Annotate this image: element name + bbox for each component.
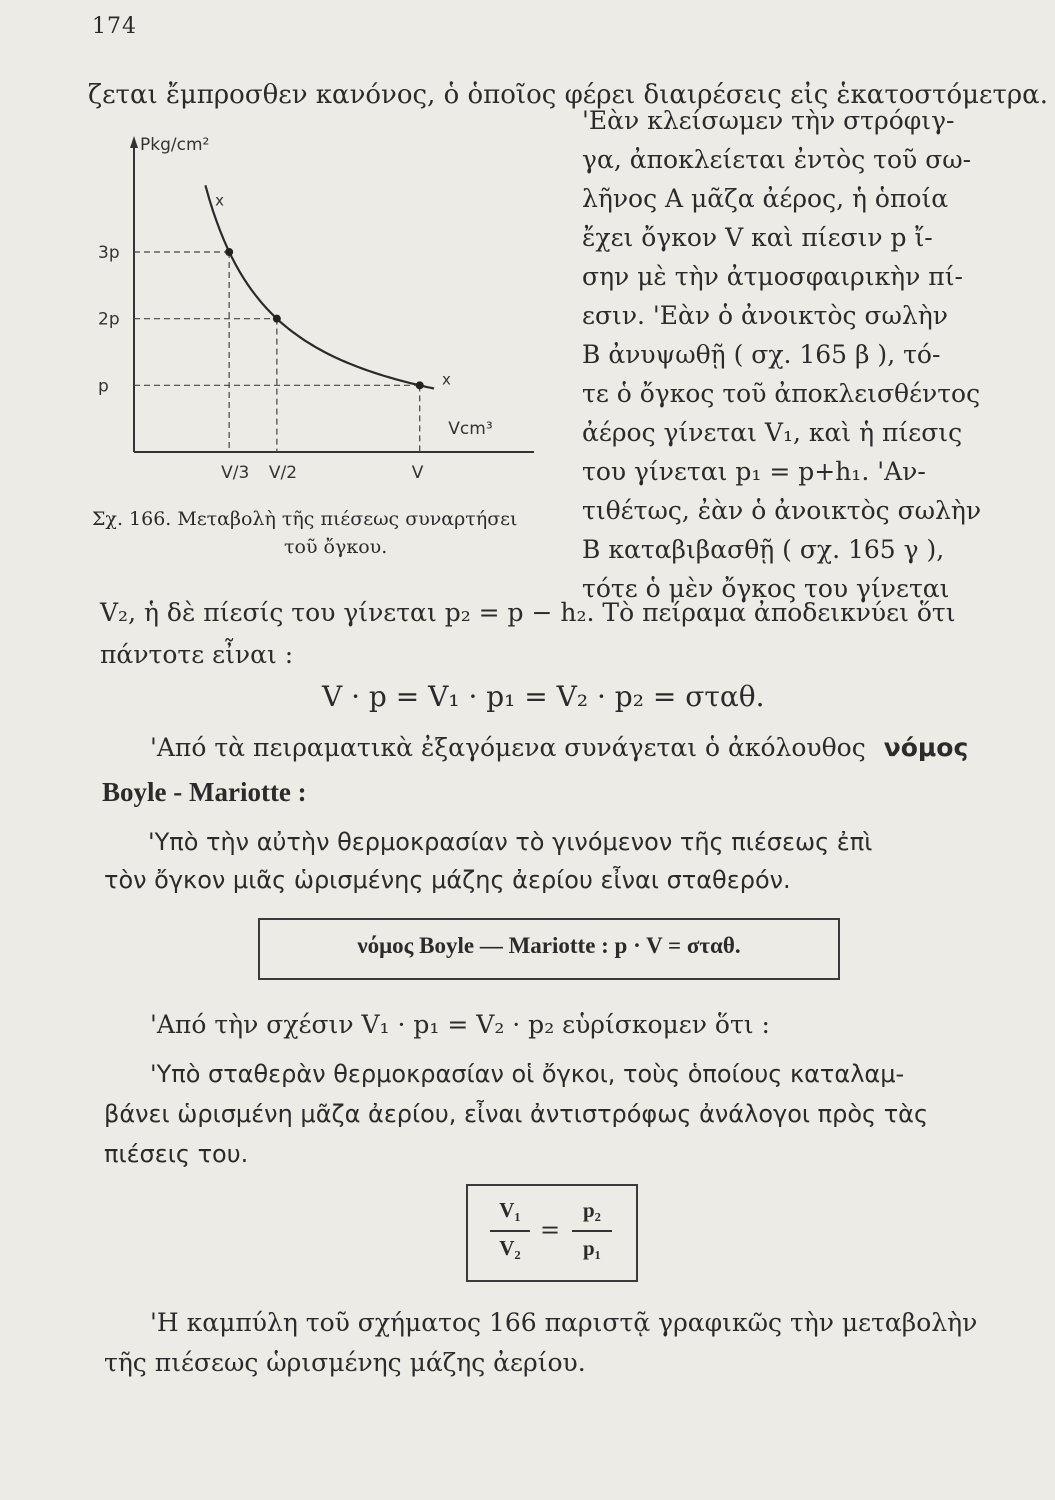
equation-product-constant: V · p = V₁ · p₁ = V₂ · p₂ = σταθ. [322,680,765,713]
ratio-numerator-right: p₂ [583,1198,601,1222]
text-line-conclusion [150,733,968,762]
fraction-bar-right [572,1230,612,1232]
y-axis-label: Pkg/cm² [140,135,210,155]
ratio-equals: = [539,1216,561,1244]
y-tick-label: 2p [98,309,120,330]
y-axis-arrow [130,136,138,148]
x-tick-label: V/2 [268,463,298,483]
right-column-text [582,106,981,613]
law-statement-line1: 'Υπὸ τὴν αὐτὴν θερμοκρασίαν τὸ γινόμενον τῆς πιέσεως ἐπὶ [148,828,873,856]
law-word: νόμος [883,733,969,762]
ratio-box [466,1184,638,1282]
right-line: τε ὁ ὄγκος τοῦ ἀποκλεισθέντος [582,379,981,408]
fraction-bar-left [490,1230,530,1232]
right-line: 'Εὰν κλείσωμεν τὴν στρόφιγ- [582,106,955,135]
ratio-numerator-left: V₁ [499,1198,521,1222]
data-point [273,315,281,323]
right-line: Β καταβιβασθῇ ( σχ. 165 γ ), [582,535,945,564]
right-line: γα, ἀποκλείεται ἐντὸς τοῦ σω- [582,145,972,174]
inverse-statement-line3: πιέσεις του. [104,1140,249,1168]
law-name-heading: Boyle - Mariotte : [102,777,307,807]
x-tick-label: V/3 [221,463,250,483]
curve-marker-label: x [215,191,225,210]
law-statement-line2: τὸν ὄγκον μιᾶς ὡρισμένης μάζης ἀερίου εἶναι σταθερόν. [104,866,791,894]
right-line: εσιν. 'Εὰν ὁ ἀνοικτὸς σωλὴν [582,301,948,330]
figure-caption-line1: Σχ. 166. Μεταβολὴ τῆς πιέσεως συναρτήσει [92,508,518,530]
right-line: τότε ὁ μὲν ὄγκος του γίνεται [582,574,950,603]
ratio-denominator-left: V₂ [499,1236,521,1260]
text-line-intro: ζεται ἔμπροσθεν κανόνος, ὁ ὁποῖος φέρει διαιρέσεις εἰς ἑκατοστόμετρα. [88,80,1048,110]
ratio-denominator-right: p₁ [583,1236,601,1260]
figure-caption-line2: τοῦ ὄγκου. [284,536,388,558]
inverse-statement-line1: 'Υπὸ σταθερὰν θερμοκρασίαν οἱ ὄγκοι, τοὺς ὁποίους καταλαμ- [150,1060,905,1088]
right-line: τιθέτως, ἐὰν ὁ ἀνοικτὸς σωλὴν [582,496,982,525]
text-line-curve-end: τῆς πιέσεως ὡρισμένης μάζης ἀερίου. [104,1348,586,1377]
y-tick-label: p [98,376,109,397]
inverse-statement-line2: βάνει ὡρισμένη μᾶζα ἀερίου, εἶναι ἀντιστρόφως ἀνάλογοι πρὸς τὰς [104,1100,929,1128]
law-box-text: νόμος Boyle — Mariotte : p · V = σταθ. [357,933,741,958]
law-box [258,918,840,980]
right-line: ἀέρος γίνεται V₁, καὶ ἡ πίεσις [582,418,963,447]
y-tick-label: 3p [98,243,120,263]
text-line-relation: 'Από τὴν σχέσιν V₁ · p₁ = V₂ · p₂ εὑρίσκομεν ὅτι : [150,1010,770,1039]
data-point [416,381,424,389]
right-line: του γίνεται p₁ = p+h₁. 'Αν- [582,457,926,486]
right-line: Β ἀνυψωθῇ ( σχ. 165 β ), τό- [582,340,941,369]
data-point [225,248,233,256]
curve-marker-label: x [442,370,451,389]
right-line: σην μὲ τὴν ἀτμοσφαιρικὴν πί- [582,262,963,291]
page-number: 174 [92,14,137,39]
right-line: ἔχει ὄγκον V καὶ πίεσιν p ἴ- [582,223,933,252]
x-axis-label: Vcm³ [448,419,493,439]
text-line-v2: V₂, ἡ δὲ πίεσίς του γίνεται p₂ = p − h₂. Τὸ πείραμα ἀποδεικνύει ὅτι [100,598,956,627]
curve-series-line [205,185,434,388]
pressure-volume-chart [86,130,546,500]
conclusion-text: 'Από τὰ πειραματικὰ ἐξαγόμενα συνάγεται ὁ ἀκόλουθος [150,733,866,762]
text-line-always: πάντοτε εἶναι : [100,640,294,669]
x-tick-label: V [411,463,424,483]
text-line-curve: 'Η καμπύλη τοῦ σχήματος 166 παριστᾷ γραφικῶς τὴν μεταβολὴν [150,1308,978,1337]
right-line: λῆνος Α μᾶζα ἀέρος, ἡ ὁποία [582,184,949,213]
